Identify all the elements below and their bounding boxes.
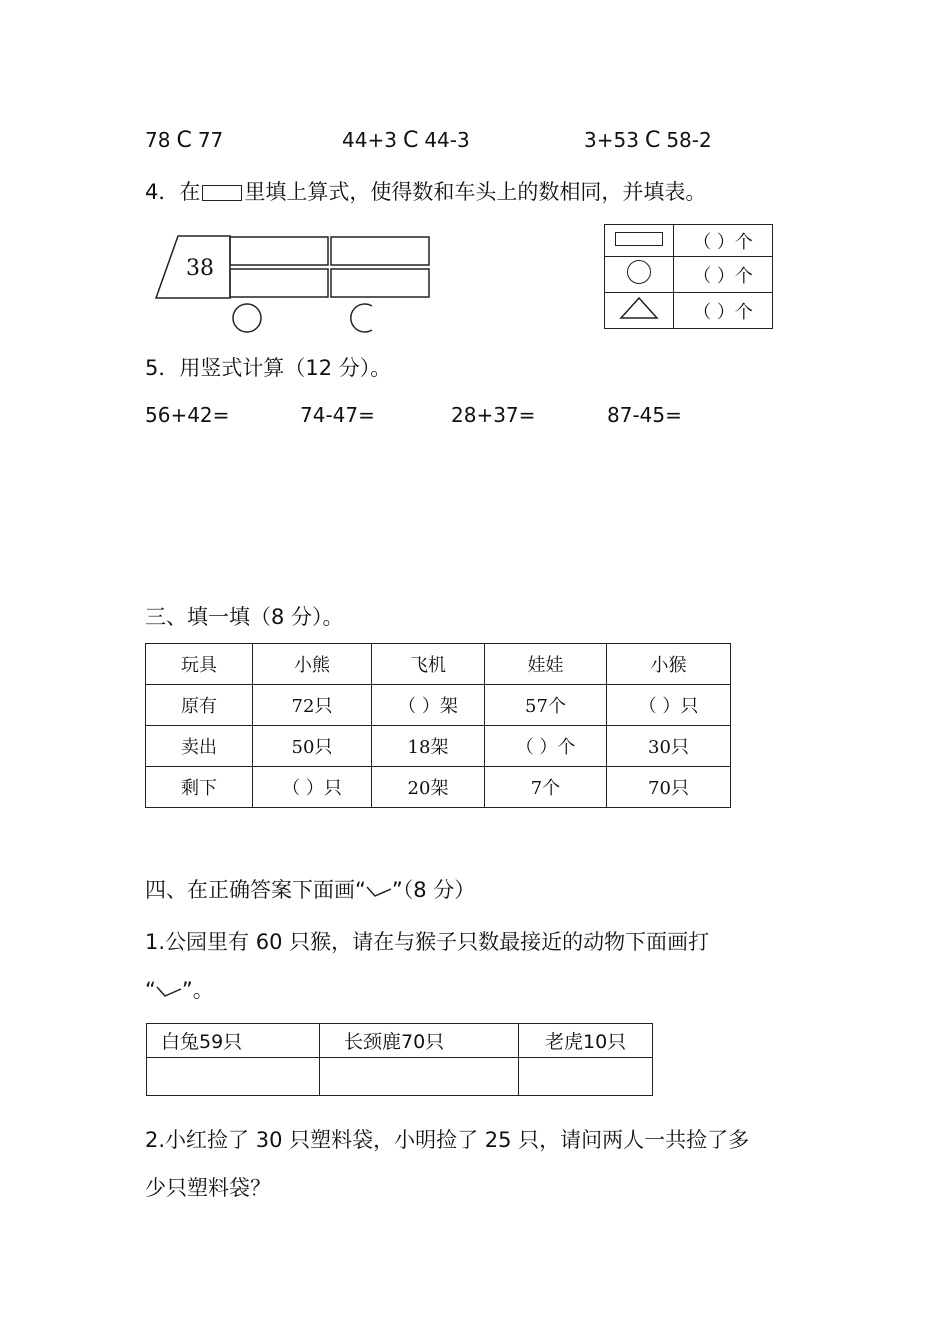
toy-cell: 70只 (607, 767, 731, 808)
q1-line2 (145, 974, 214, 1004)
animal-cell: 长颈鹿70只 (320, 1024, 519, 1058)
checkmark-icon (366, 885, 392, 897)
triangle-icon (619, 296, 659, 320)
compare-left: 3+53 (584, 128, 639, 152)
compare-item-2 (342, 128, 470, 153)
calc-problem-3: 28+37= (451, 403, 536, 427)
compare-item-1 (145, 128, 223, 153)
answer-box-2[interactable] (331, 237, 429, 265)
q5-title: 5．用竖式计算（12 分）。 (145, 356, 392, 380)
shape-tally-table (604, 224, 773, 329)
compare-circle-icon: C (644, 128, 661, 153)
toy-cell-blank[interactable]: （ ）架 (372, 685, 485, 726)
truck-number: 38 (186, 256, 214, 281)
checkmark-icon (156, 985, 182, 997)
answer-box-3[interactable] (230, 269, 328, 297)
toy-row-label: 原有 (146, 685, 253, 726)
toy-row-label: 剩下 (146, 767, 253, 808)
circle-icon (627, 260, 651, 284)
compare-circle-icon: C (402, 128, 419, 153)
toy-header-cell: 小猴 (607, 644, 731, 685)
answer-box-1[interactable] (230, 237, 328, 265)
toy-cell: 30只 (607, 726, 731, 767)
wheel-icon (351, 304, 372, 332)
q2-line2: 少只塑料袋？ (145, 1176, 271, 1200)
section4-title (145, 874, 475, 904)
compare-circle-icon: C (176, 128, 192, 153)
table-row (146, 767, 731, 808)
rectangle-icon (202, 185, 242, 201)
toy-header-cell: 飞机 (372, 644, 485, 685)
truck-diagram (150, 228, 440, 336)
tally-shape-cell (605, 293, 674, 329)
section4-title-post: ”（8 分） (391, 878, 476, 902)
q4-text: 里填上算式，使得数和车头上的数相同，并填表。 (244, 180, 707, 204)
calc-problem-4: 87-45= (607, 403, 682, 427)
tally-count-cell[interactable]: （ ）个 (674, 225, 773, 257)
animal-table (146, 1023, 653, 1096)
compare-right: 44-3 (424, 128, 470, 152)
toy-cell: 57个 (485, 685, 607, 726)
toy-header-cell: 玩具 (146, 644, 253, 685)
compare-right: 58-2 (666, 128, 712, 152)
table-row (146, 726, 731, 767)
tally-shape-cell (605, 225, 674, 257)
section3-title: 三、填一填（8 分）。 (145, 605, 344, 629)
calc-problem-1: 56+42= (145, 403, 230, 427)
toy-header-cell: 小熊 (253, 644, 372, 685)
compare-item-3 (584, 128, 712, 153)
q4-number: 4．在 (145, 180, 201, 204)
wheel-icon (233, 304, 261, 332)
toy-cell: 50只 (253, 726, 372, 767)
section4-title-pre: 四、在正确答案下面画“ (145, 878, 366, 902)
tally-count-cell[interactable]: （ ）个 (674, 257, 773, 293)
q2-line1: 2.小红捡了 30 只塑料袋，小明捡了 25 只，请问两人一共捡了多 (145, 1128, 750, 1152)
answer-box-4[interactable] (331, 269, 429, 297)
toy-row-label: 卖出 (146, 726, 253, 767)
calc-problem-2: 74-47= (300, 403, 375, 427)
compare-left: 78 (145, 128, 171, 152)
tally-shape-cell (605, 257, 674, 293)
toy-cell-blank[interactable]: （ ）只 (253, 767, 372, 808)
animal-cell: 老虎10只 (519, 1024, 653, 1058)
toy-cell: 18架 (372, 726, 485, 767)
tally-count-cell[interactable]: （ ）个 (674, 293, 773, 329)
q1-line1: 1.公园里有 60 只猴，请在与猴子只数最接近的动物下面画打 (145, 930, 710, 954)
rectangle-icon (615, 232, 663, 246)
compare-right: 77 (197, 128, 224, 152)
toy-cell-blank[interactable]: （ ）只 (607, 685, 731, 726)
toy-table (145, 643, 731, 808)
compare-left: 44+3 (342, 128, 397, 152)
q1-line2-pre: “ (145, 978, 156, 1002)
answer-cell-2[interactable] (320, 1058, 519, 1096)
animal-cell: 白兔59只 (147, 1024, 320, 1058)
answer-cell-1[interactable] (147, 1058, 320, 1096)
toy-cell: 72只 (253, 685, 372, 726)
q4-instruction (145, 176, 706, 206)
toy-header-cell: 娃娃 (485, 644, 607, 685)
answer-cell-3[interactable] (519, 1058, 653, 1096)
table-row (146, 685, 731, 726)
toy-cell-blank[interactable]: （ ）个 (485, 726, 607, 767)
toy-cell: 7个 (485, 767, 607, 808)
toy-cell: 20架 (372, 767, 485, 808)
q1-line2-post: ”。 (181, 978, 214, 1002)
